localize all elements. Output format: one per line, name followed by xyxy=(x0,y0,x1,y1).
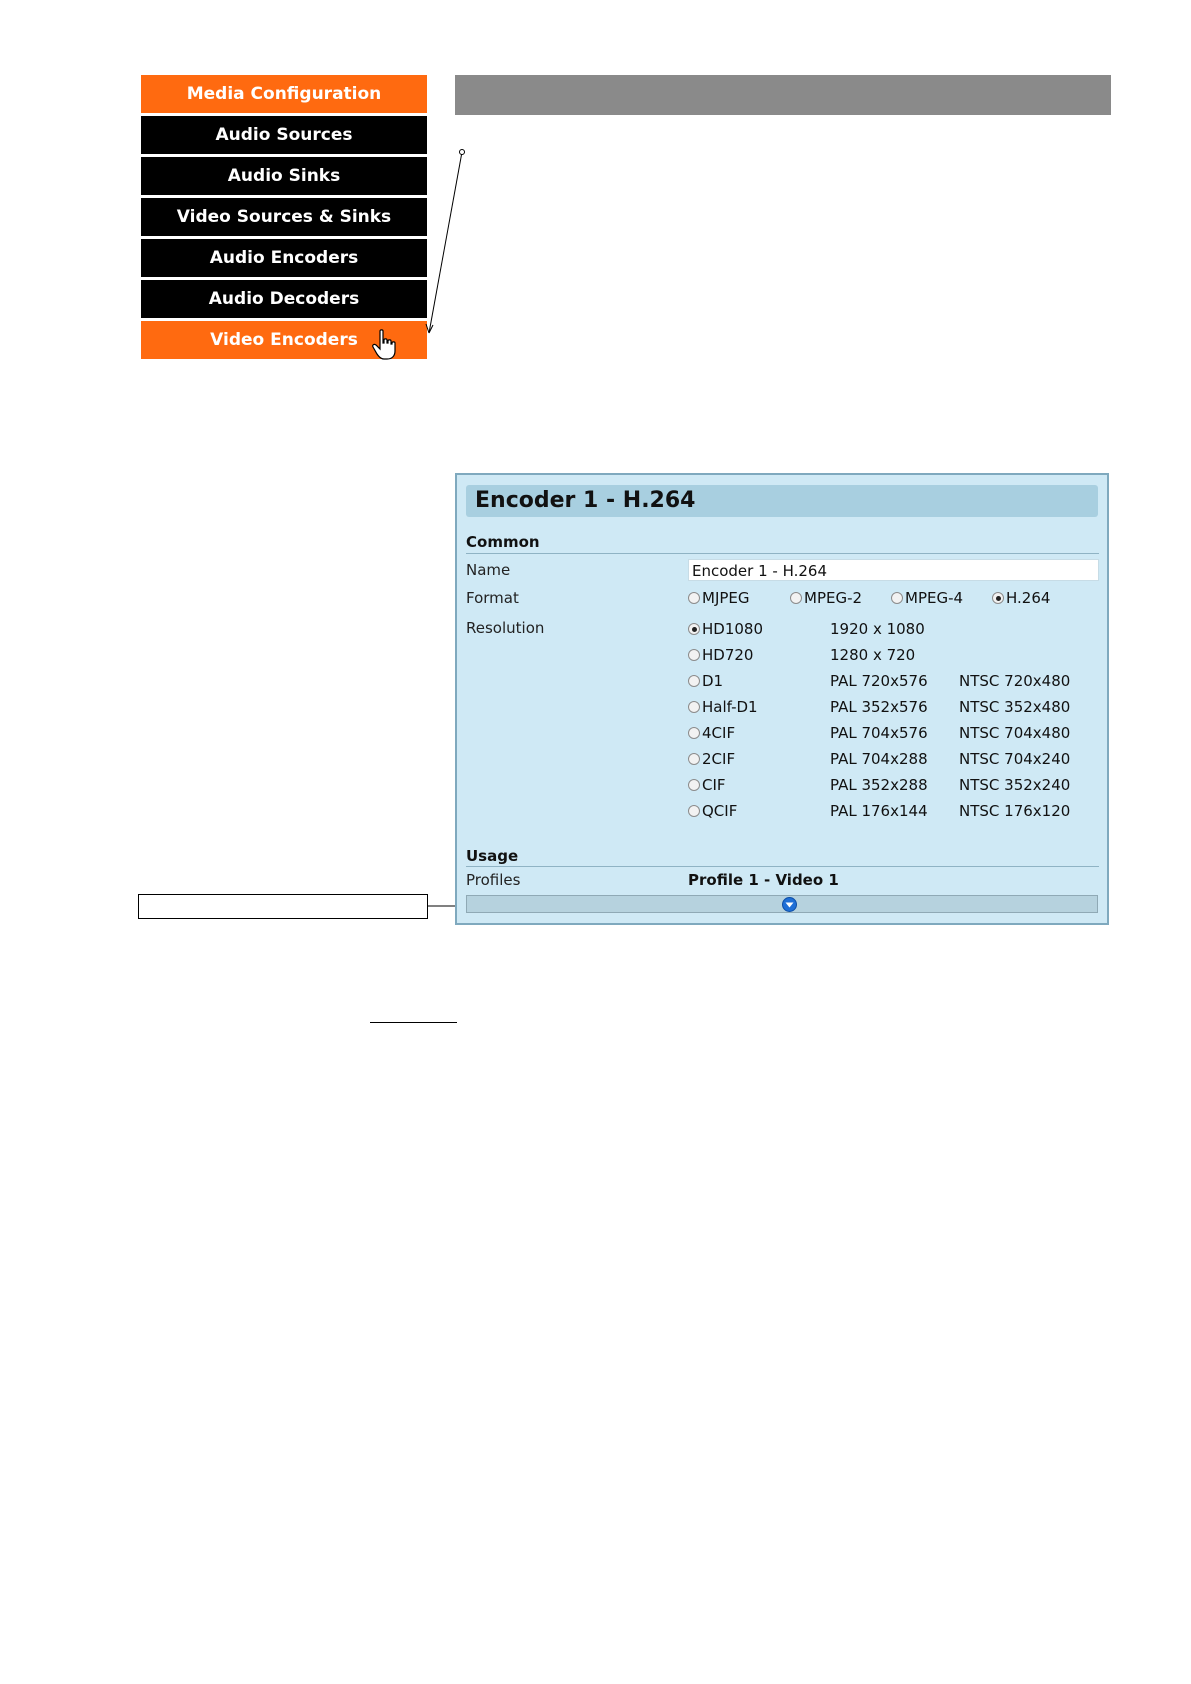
leader-line-video-encoders xyxy=(429,152,462,333)
resolution-radio-d1[interactable] xyxy=(688,672,723,690)
menu-item-audio-decoders[interactable]: Audio Decoders xyxy=(141,280,427,318)
profiles-value: Profile 1 - Video 1 xyxy=(688,871,839,889)
resolution-radio-cif[interactable] xyxy=(688,776,726,794)
resolution-radio-2cif[interactable] xyxy=(688,750,735,768)
resolution-radio-qcif[interactable] xyxy=(688,802,737,820)
resolution-option-label: 2CIF xyxy=(702,750,736,768)
resolution-option-label: 4CIF xyxy=(702,724,736,742)
format-radio-mpeg2[interactable] xyxy=(790,589,862,607)
resolution-radio-hd720[interactable] xyxy=(688,646,753,664)
radio-button-icon xyxy=(688,701,700,713)
resolution-pal-value: PAL 176x144 xyxy=(830,802,928,820)
media-config-menu xyxy=(141,75,427,362)
resolution-ntsc-value: NTSC 176x120 xyxy=(959,802,1071,820)
format-radio-mpeg4[interactable] xyxy=(891,589,963,607)
radio-button-icon xyxy=(891,592,903,604)
hand-cursor-icon xyxy=(371,329,399,361)
format-option-label: MPEG-2 xyxy=(804,589,863,607)
radio-button-selected-icon xyxy=(688,623,700,635)
resolution-pal-value: PAL 352x288 xyxy=(830,776,928,794)
resolution-radio-4cif[interactable] xyxy=(688,724,735,742)
menu-item-video-encoders[interactable] xyxy=(141,321,427,359)
section-header-bar xyxy=(455,75,1111,115)
radio-button-icon xyxy=(688,675,700,687)
common-section-label: Common xyxy=(466,533,540,551)
leader-dot-top xyxy=(460,150,465,155)
radio-button-icon xyxy=(688,592,700,604)
format-option-label: MJPEG xyxy=(702,589,750,607)
radio-button-icon xyxy=(790,592,802,604)
resolution-ntsc-value: NTSC 352x480 xyxy=(959,698,1071,716)
radio-button-selected-icon xyxy=(992,592,1004,604)
format-option-label: H.264 xyxy=(1006,589,1051,607)
format-option-label: MPEG-4 xyxy=(905,589,964,607)
resolution-option-label: CIF xyxy=(702,776,726,794)
encoder-panel xyxy=(455,473,1109,925)
resolution-pal-value: PAL 704x576 xyxy=(830,724,928,742)
menu-header-media-configuration[interactable]: Media Configuration xyxy=(141,75,427,113)
radio-button-icon xyxy=(688,779,700,791)
resolution-option-label: D1 xyxy=(702,672,724,690)
resolution-pal-value: 1280 x 720 xyxy=(830,646,916,664)
resolution-ntsc-value: NTSC 704x240 xyxy=(959,750,1071,768)
resolution-option-label: HD720 xyxy=(702,646,754,664)
usage-divider xyxy=(466,866,1099,867)
menu-item-audio-sinks[interactable]: Audio Sinks xyxy=(141,157,427,195)
radio-button-icon xyxy=(688,753,700,765)
underline-mark xyxy=(370,1022,457,1023)
format-radio-mjpeg[interactable] xyxy=(688,589,750,607)
radio-button-icon xyxy=(688,649,700,661)
menu-item-audio-encoders[interactable]: Audio Encoders xyxy=(141,239,427,277)
chevron-down-icon[interactable] xyxy=(782,897,797,912)
callout-box xyxy=(138,894,428,919)
resolution-ntsc-value: NTSC 720x480 xyxy=(959,672,1071,690)
resolution-label: Resolution xyxy=(466,619,545,637)
resolution-pal-value: PAL 704x288 xyxy=(830,750,928,768)
name-label: Name xyxy=(466,561,511,579)
profiles-expand-bar[interactable] xyxy=(466,895,1098,913)
resolution-option-label: Half-D1 xyxy=(702,698,758,716)
common-divider xyxy=(466,553,1099,554)
format-label: Format xyxy=(466,589,519,607)
menu-item-video-sources-sinks[interactable]: Video Sources & Sinks xyxy=(141,198,427,236)
resolution-pal-value: PAL 352x576 xyxy=(830,698,928,716)
resolution-ntsc-value: NTSC 352x240 xyxy=(959,776,1071,794)
menu-item-video-encoders-label: Video Encoders xyxy=(210,330,358,350)
name-input[interactable]: Encoder 1 - H.264 xyxy=(688,559,1099,581)
resolution-ntsc-value: NTSC 704x480 xyxy=(959,724,1071,742)
resolution-radio-hd1080[interactable] xyxy=(688,620,763,638)
resolution-pal-value: 1920 x 1080 xyxy=(830,620,925,638)
panel-title: Encoder 1 - H.264 xyxy=(466,485,1098,517)
leader-arrow xyxy=(426,324,433,333)
radio-button-icon xyxy=(688,727,700,739)
resolution-pal-value: PAL 720x576 xyxy=(830,672,928,690)
resolution-option-label: HD1080 xyxy=(702,620,764,638)
usage-section-label: Usage xyxy=(466,847,519,865)
profiles-label: Profiles xyxy=(466,871,521,889)
resolution-radio-half-d1[interactable] xyxy=(688,698,758,716)
resolution-option-label: QCIF xyxy=(702,802,738,820)
format-radio-h264[interactable] xyxy=(992,589,1050,607)
radio-button-icon xyxy=(688,805,700,817)
menu-item-audio-sources[interactable]: Audio Sources xyxy=(141,116,427,154)
